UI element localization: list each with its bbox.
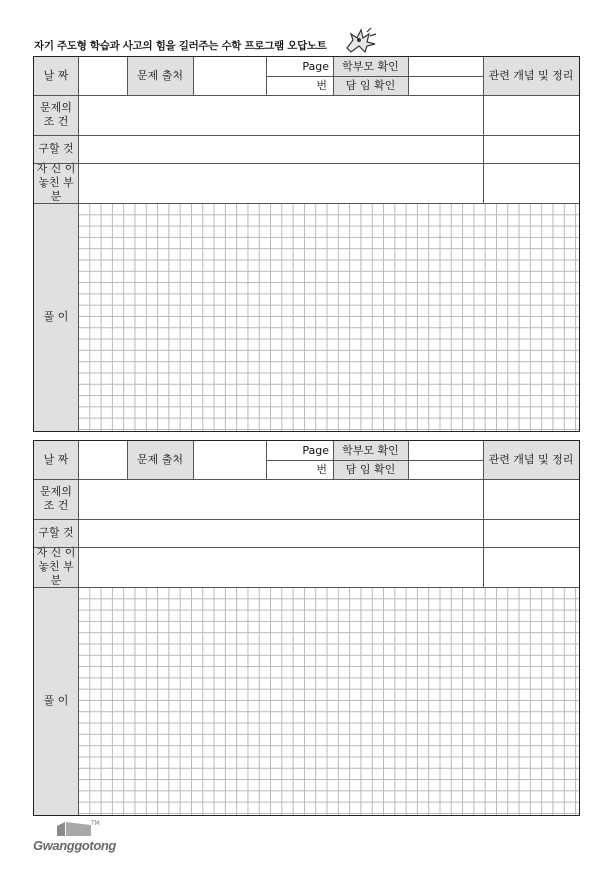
- solution-label: 풀 이: [34, 587, 78, 815]
- date-field[interactable]: [78, 57, 127, 95]
- source-field[interactable]: [193, 57, 266, 95]
- logo-mark-icon: [57, 822, 91, 836]
- date-field[interactable]: [78, 441, 127, 479]
- condition-field[interactable]: [78, 479, 483, 519]
- missed-label: 자 신 이 놓친 부분: [34, 547, 78, 587]
- number-label: 번: [316, 462, 327, 476]
- missed-label: 자 신 이 놓친 부분: [34, 163, 78, 203]
- source-label: 문제 출처: [127, 57, 193, 95]
- find-field[interactable]: [78, 135, 483, 163]
- parent-check-field[interactable]: [408, 441, 483, 460]
- note-sheet-1: [33, 56, 580, 432]
- condition-label: 문제의 조 건: [34, 479, 78, 519]
- page-label: Page: [302, 59, 329, 73]
- concepts-field[interactable]: [483, 479, 579, 587]
- concepts-field[interactable]: [483, 95, 579, 203]
- condition-field[interactable]: [78, 95, 483, 135]
- teacher-check-field[interactable]: [408, 460, 483, 479]
- source-field[interactable]: [193, 441, 266, 479]
- mascot-icon: [343, 26, 379, 54]
- parent-check-label: 학부모 확인: [333, 57, 408, 76]
- note-sheet-2: [33, 440, 580, 816]
- brand-logo: [33, 822, 123, 858]
- find-label: 구할 것: [34, 135, 78, 163]
- solution-grid[interactable]: [78, 587, 579, 815]
- date-label: 날 짜: [34, 57, 78, 95]
- teacher-check-field[interactable]: [408, 76, 483, 95]
- page-label: Page: [302, 443, 329, 457]
- trademark-symbol: TM: [91, 820, 100, 827]
- page-header: [34, 34, 594, 54]
- page-title: 자기 주도형 학습과 사고의 힘을 길러주는 수학 프로그램 오답노트: [34, 40, 327, 52]
- find-label: 구할 것: [34, 519, 78, 547]
- date-label: 날 짜: [34, 441, 78, 479]
- teacher-check-label: 담 임 확인: [333, 460, 408, 479]
- teacher-check-label: 담 임 확인: [333, 76, 408, 95]
- concepts-label: 관련 개념 및 정리: [483, 441, 579, 479]
- solution-grid[interactable]: [78, 203, 579, 431]
- source-label: 문제 출처: [127, 441, 193, 479]
- parent-check-label: 학부모 확인: [333, 441, 408, 460]
- parent-check-field[interactable]: [408, 57, 483, 76]
- solution-label: 풀 이: [34, 203, 78, 431]
- missed-field[interactable]: [78, 163, 483, 203]
- missed-field[interactable]: [78, 547, 483, 587]
- number-label: 번: [316, 78, 327, 92]
- brand-name: Gwanggotong: [33, 838, 116, 853]
- concepts-label: 관련 개념 및 정리: [483, 57, 579, 95]
- find-field[interactable]: [78, 519, 483, 547]
- condition-label: 문제의 조 건: [34, 95, 78, 135]
